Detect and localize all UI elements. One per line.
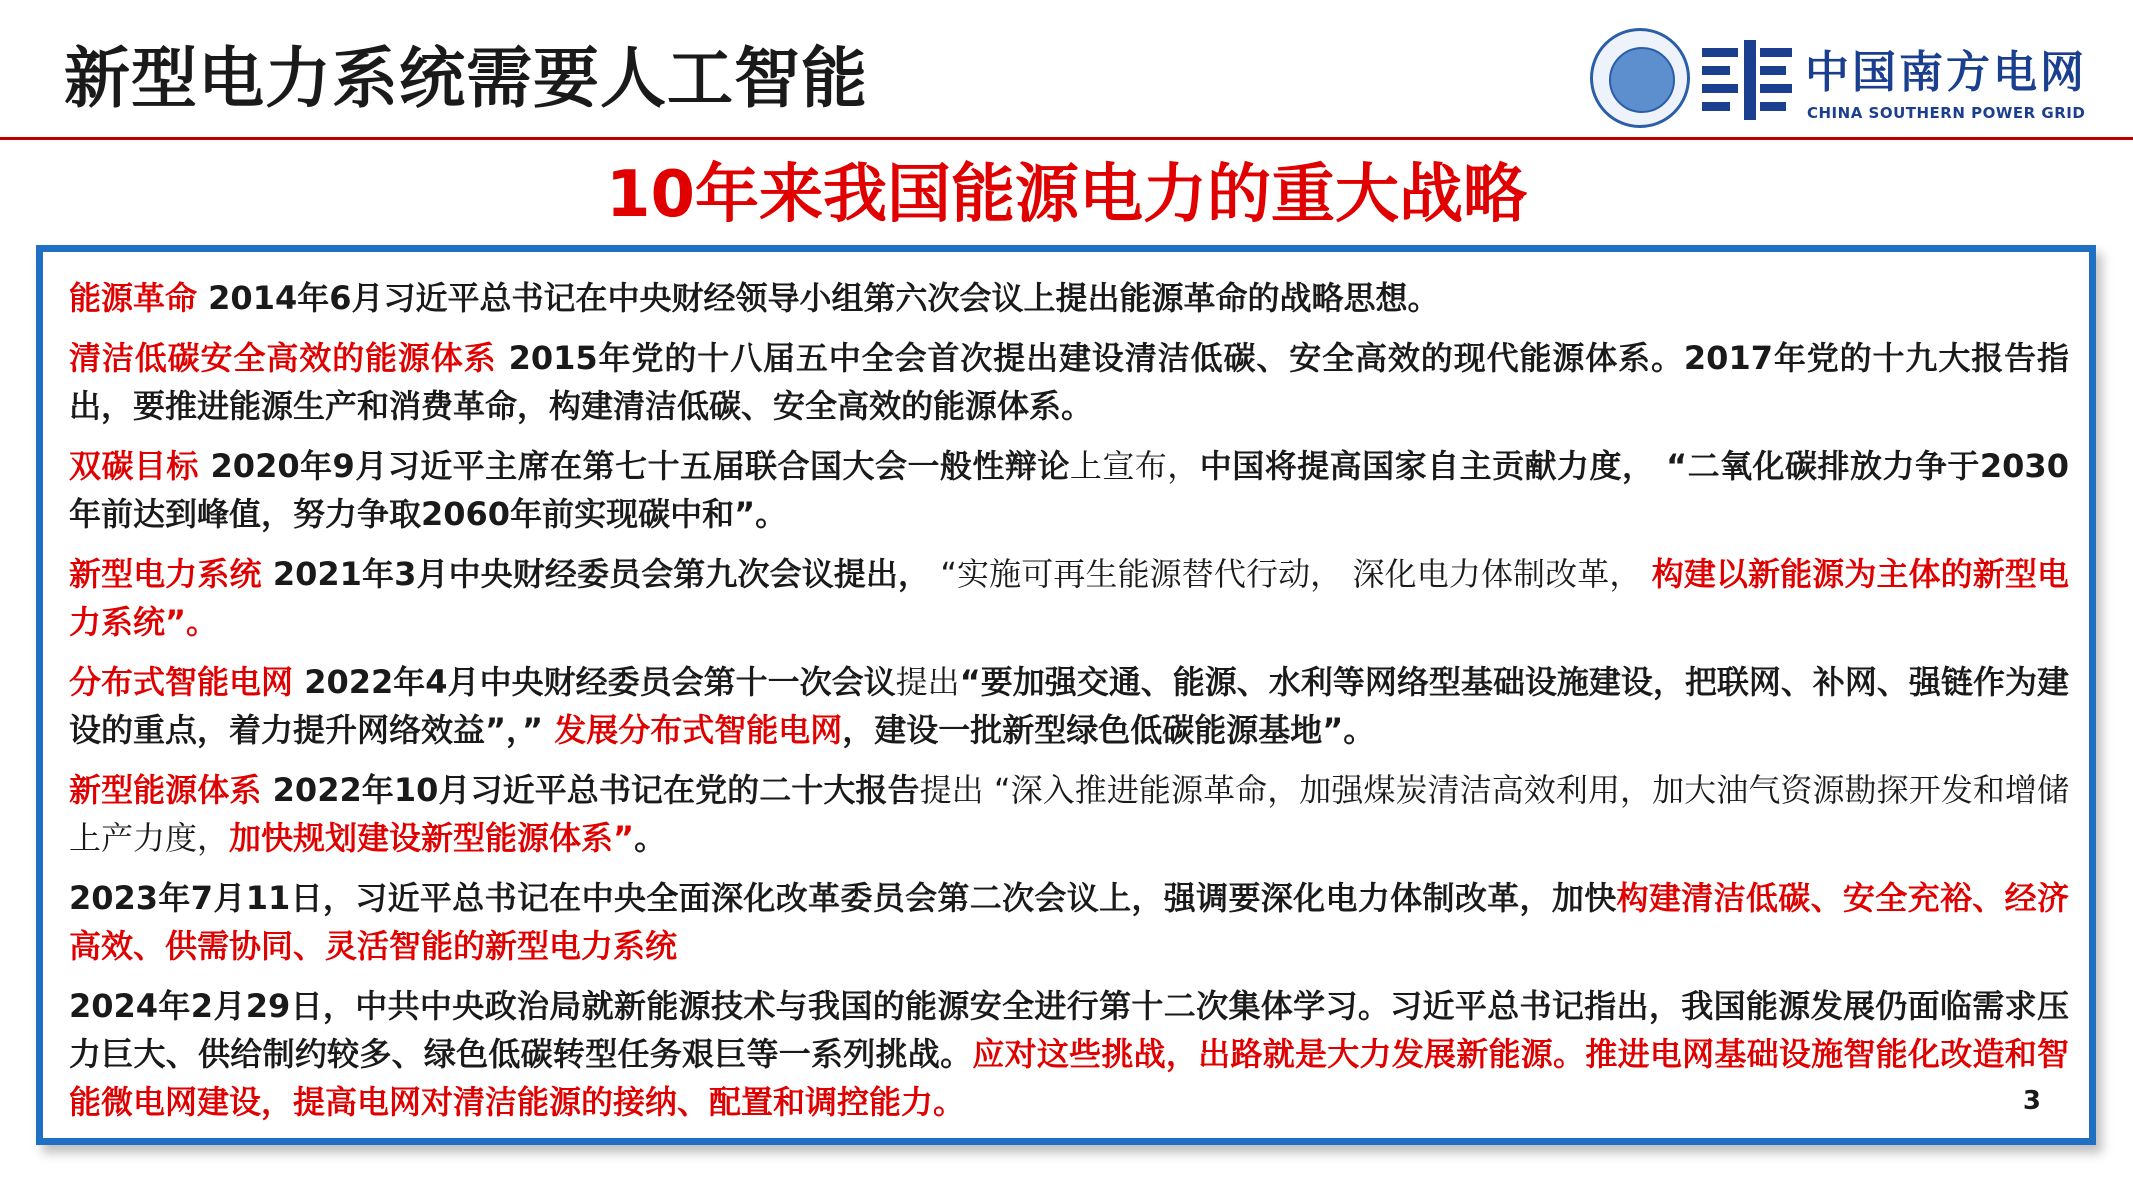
item-text: 提出: [895, 663, 960, 701]
item-text: 提出 “深入推进能源革命，加强煤炭清洁高效利用，加大油气资源勘探开发和增储上产力度，: [69, 771, 2069, 857]
item-highlight: 应对这些挑战，出路就是大力发展新能源。推进电网基础设施智能化改造和智能微电网建设，提高电网对清洁能源的接纳、配置和调控能力。: [69, 1035, 2069, 1121]
item-highlight: 构建清洁低碳、安全充裕、经济高效、供需协同、灵活智能的新型电力系统: [69, 879, 2069, 965]
list-item: [69, 874, 2069, 970]
item-text: 2022年10月习近平总书记在党的二十大报告: [261, 771, 920, 809]
list-item: [69, 982, 2069, 1126]
item-text: 中国将提高国家自主贡献力度， “二氧化碳排放力争于2030年前达到峰值，努力争取2060年前实现碳中和”。: [69, 447, 2069, 533]
page-title: 新型电力系统需要人工智能: [64, 40, 868, 117]
item-label: 分布式智能电网: [69, 663, 294, 701]
item-text: “要加强交通、能源、水利等网络型基础设施建设，把联网、补网、强链作为建设的重点，着力提升网络效益”，”: [69, 663, 2069, 749]
logo-text-en: CHINA SOUTHERN POWER GRID: [1807, 104, 2086, 122]
item-label: 新型能源体系: [69, 771, 262, 809]
list-item: [69, 442, 2069, 538]
csg-logo-icon: [1702, 40, 1792, 120]
list-item: [69, 766, 2069, 862]
logo-text-cn: 中国南方电网: [1805, 47, 2087, 98]
item-text: 2024年2月29日，中共中央政治局就新能源技术与我国的能源安全进行第十二次集体学习。习近平总书记指出，我国能源发展仍面临需求压力巨大、供给制约较多、绿色低碳转型任务艰巨等一系列挑战。: [69, 987, 2069, 1073]
page-number: 3: [2022, 1086, 2041, 1116]
content-box: [36, 245, 2096, 1145]
item-text: 。: [634, 819, 667, 857]
item-highlight: 构建以新能源为主体的新型电力系统”。: [69, 555, 2069, 641]
item-highlight: 发展分布式智能电网: [543, 711, 843, 749]
item-text: 上宣布，: [1069, 447, 1200, 485]
list-item: [69, 550, 2069, 646]
seal-emblem-icon: [1609, 47, 1675, 113]
strategy-list: [69, 274, 2069, 1138]
item-text: 2021年3月中央财经委员会第九次会议提出，: [261, 555, 931, 593]
item-text: “实施可再生能源替代行动， 深化电力体制改革，: [930, 555, 1652, 593]
slide-subtitle: 10年来我国能源电力的重大战略: [605, 158, 1528, 232]
list-item: [69, 334, 2069, 430]
item-text: 2020年9月习近平主席在第七十五届联合国大会一般性辩论: [198, 447, 1070, 485]
item-text: 2023年7月11日，习近平总书记在中央全面深化改革委员会第二次会议上，强调要深化电力体制改革，加快: [69, 879, 1617, 917]
item-text: 2015年党的十八届五中全会首次提出建设清洁低碳、安全高效的现代能源体系。2017年党的十九大报告指出，要推进能源生产和消费革命，构建清洁低碳、安全高效的能源体系。: [69, 339, 2069, 425]
list-item: [69, 658, 2069, 754]
item-highlight: 加快规划建设新型能源体系”: [229, 819, 635, 857]
item-text: 2022年4月中央财经委员会第十一次会议: [293, 663, 896, 701]
university-seal-logo: [1590, 28, 1690, 128]
item-text: 2014年6月习近平总书记在中央财经领导小组第六次会议上提出能源革命的战略思想。: [197, 279, 1440, 317]
item-label: 双碳目标: [69, 447, 199, 485]
item-label: 新型电力系统: [69, 555, 262, 593]
item-label: 能源革命: [69, 279, 198, 317]
list-item: [69, 274, 2069, 322]
logo-area: [1590, 26, 2110, 136]
header-divider: [0, 137, 2133, 140]
item-text: ，建设一批新型绿色低碳能源基地”。: [842, 711, 1376, 749]
item-label: 清洁低碳安全高效的能源体系: [69, 339, 497, 377]
